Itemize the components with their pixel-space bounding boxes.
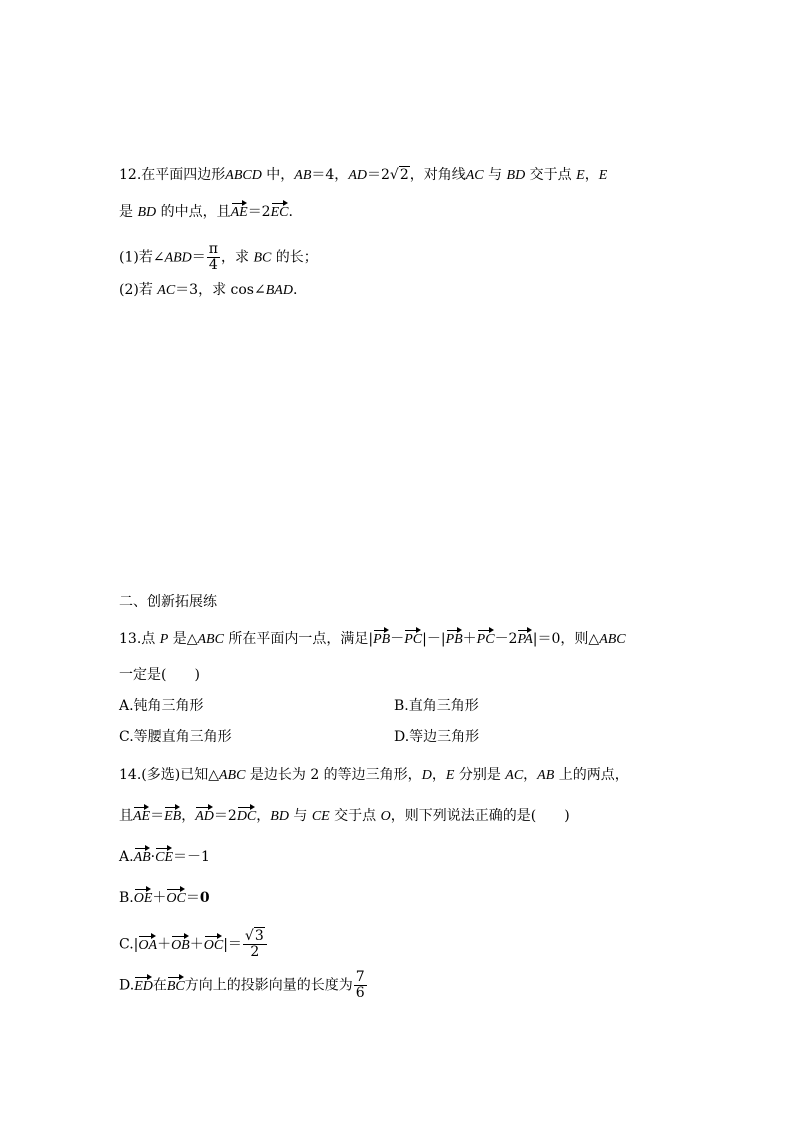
q14-option-d: D.ED在BC方向上的投影向量的长度为 $\frac{7}{6}$: [119, 969, 365, 1001]
q14-line2: 且AE＝EB，AD＝2DC，BD 与 CE 交于点 O，则下列说法正确的是( ): [119, 806, 570, 827]
q13-line2: 一定是( ): [119, 667, 200, 683]
q12-part1: (1)若∠ABD＝ $\frac{\pi}{4}$ ，求 BC 的长；: [119, 241, 318, 273]
q14-option-a: A.AB·CE＝－1: [119, 847, 210, 868]
q12-part2: (2)若 AC＝3，求 cos∠BAD.: [119, 282, 298, 298]
q13-option-a: A.钝角三角形: [119, 698, 204, 714]
q12-line2: 是 BD 的中点，且AE＝2EC.: [119, 202, 293, 223]
q12-number: 12.在平面四边形: [119, 167, 226, 183]
q13-option-b: B.直角三角形: [394, 698, 479, 714]
q12-line1: 12.在平面四边形ABCD 中，AB＝4，AD＝2√2，对角线AC 与 BD 交于点 E，E: [119, 167, 608, 183]
q13-option-d: D.等边三角形: [394, 729, 480, 745]
fraction-pi-over-4: $\frac{\pi}{4}$: [208, 241, 218, 273]
q14-option-c: C.|OA＋OB＋OC|＝ $\frac{√3}{2}$: [119, 929, 268, 960]
q13-line1: 13.点 P 是△ABC 所在平面内一点，满足|PB－PC|－|PB＋PC－2PA|＝0，则△ABC: [119, 629, 626, 650]
q13-option-c: C.等腰直角三角形: [119, 729, 232, 745]
section-heading: 二、创新拓展练: [119, 594, 217, 610]
fraction-7-over-6: $\frac{7}{6}$: [355, 969, 365, 1001]
q14-option-b: B.OE＋OC＝0: [119, 888, 210, 909]
fraction-sqrt3-over-2: $\frac{√3}{2}$: [243, 929, 267, 960]
q14-line1: 14.(多选)已知△ABC 是边长为 2 的等边三角形，D，E 分别是 AC，AB 上的两点，: [119, 767, 629, 783]
